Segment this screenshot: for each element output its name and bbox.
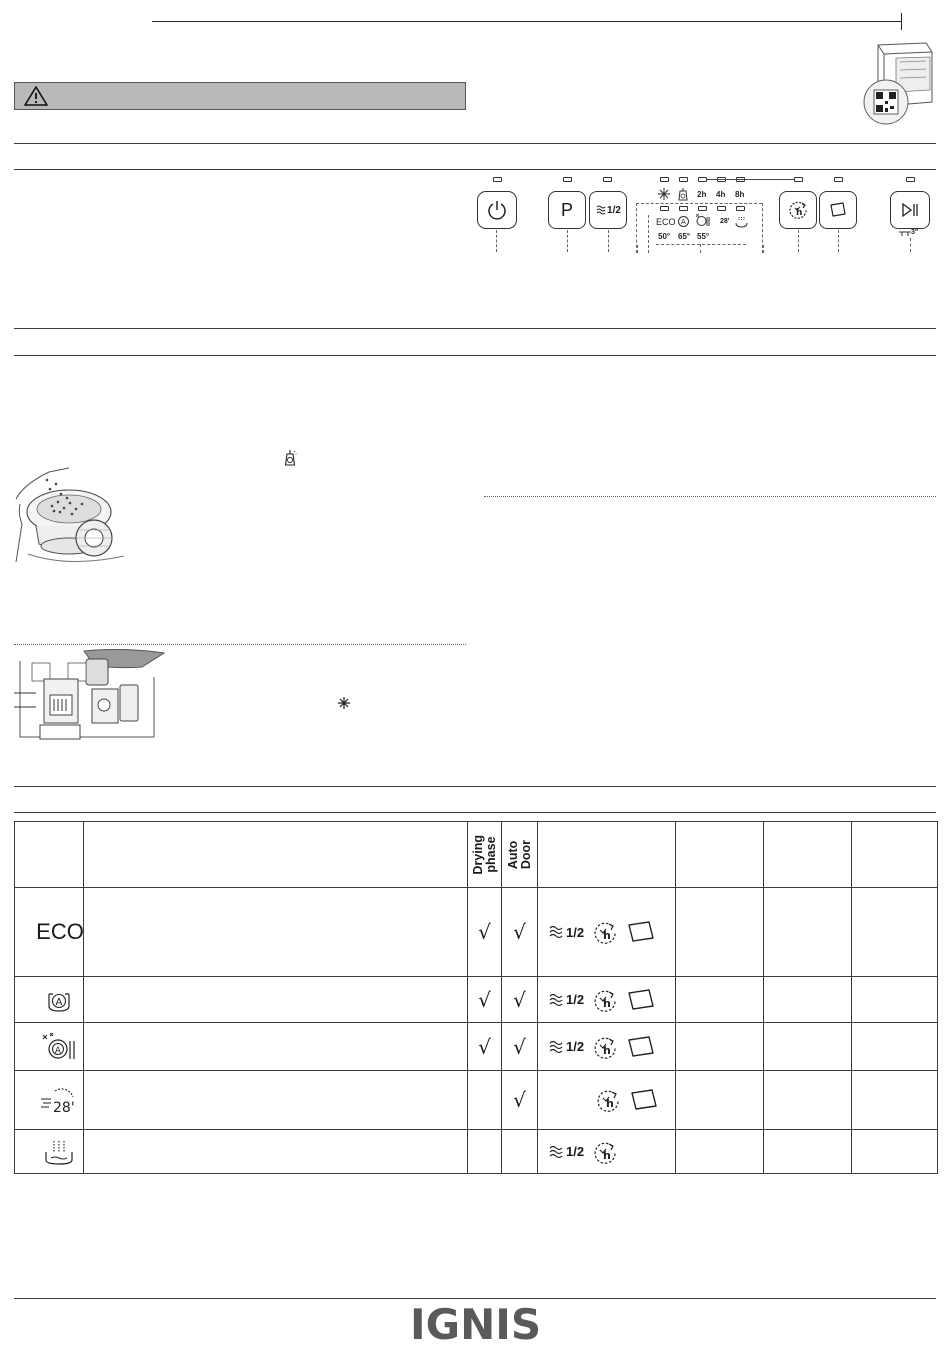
tablet-button[interactable] — [819, 191, 857, 229]
table-row — [15, 888, 938, 977]
header-col-6 — [676, 822, 764, 888]
delay-icon — [592, 919, 618, 945]
header-description-cell — [84, 822, 468, 888]
header-options-cell — [538, 822, 676, 888]
header-col-7 — [764, 822, 852, 888]
program-description-cell — [84, 1071, 468, 1130]
table-cell — [676, 1071, 764, 1130]
svg-text:A: A — [55, 996, 63, 1008]
warning-bar — [14, 82, 466, 110]
table-cell — [676, 888, 764, 977]
leader-program — [567, 230, 568, 252]
table-cell — [764, 1071, 852, 1130]
table-row — [15, 1023, 938, 1071]
program-button[interactable] — [548, 191, 586, 229]
program-button-label: P — [560, 199, 573, 220]
hold-time-label: 3" — [911, 229, 919, 236]
led-program — [563, 177, 572, 182]
autodoor-check: √ — [502, 977, 538, 1023]
leader-half-load — [608, 230, 609, 252]
led-tablet — [834, 177, 843, 182]
leader-delay — [798, 230, 799, 252]
svg-text:h: h — [606, 1097, 614, 1110]
table-cell — [852, 888, 938, 977]
program-icon-cell — [15, 888, 84, 977]
panel-quick-label: 28' — [720, 218, 730, 225]
led-auto — [679, 206, 688, 211]
dotted-divider-left — [14, 644, 466, 645]
extra-dry-icon — [337, 696, 351, 710]
quick-28-icon — [39, 1085, 79, 1115]
header-program-cell — [15, 822, 84, 888]
leader-c — [700, 244, 701, 253]
tablet-icon — [626, 920, 656, 944]
half-load-icon — [595, 204, 607, 216]
drying-empty-cell — [468, 1130, 502, 1174]
led-power — [493, 177, 502, 182]
table-cell — [764, 888, 852, 977]
svg-text:h: h — [796, 208, 803, 218]
prewash-small-icon — [735, 215, 748, 228]
hold-indicator-icon — [898, 230, 912, 238]
auto-small-icon — [677, 215, 690, 228]
leader-b — [648, 215, 649, 253]
led-connector — [706, 179, 794, 180]
svg-text:A: A — [681, 218, 686, 226]
auto-intensive-small-icon — [695, 213, 711, 228]
temp-65-label: 65° — [678, 232, 691, 241]
table-row — [15, 1071, 938, 1130]
leader-power — [496, 230, 497, 252]
leader-tablet — [838, 230, 839, 252]
start-pause-button[interactable] — [890, 191, 930, 229]
program-bracket-top — [636, 203, 762, 204]
half-load-option: 1/2 — [548, 992, 584, 1008]
half-load-icon — [548, 1039, 566, 1055]
delay-4h-label: 4h — [716, 190, 726, 199]
header-rule — [152, 21, 902, 22]
table-row — [15, 977, 938, 1023]
temp-55-label: 55° — [697, 232, 710, 241]
dotted-divider-right — [484, 496, 936, 497]
delay-8h-label: 8h — [735, 190, 745, 199]
program-description-cell — [84, 977, 468, 1023]
half-load-icon — [548, 1144, 566, 1160]
table-cell — [764, 977, 852, 1023]
half-load-icon — [548, 924, 566, 940]
play-pause-icon — [900, 202, 920, 218]
table-cell — [676, 1130, 764, 1174]
led-half-load — [603, 177, 612, 182]
section-rule-3a — [14, 786, 936, 787]
rinse-aid-small-icon — [677, 186, 689, 202]
delay-icon — [592, 1139, 618, 1165]
led-prewash — [736, 206, 745, 211]
section-rule-1a — [14, 143, 936, 144]
table-row — [15, 1130, 938, 1174]
table-cell — [852, 1023, 938, 1071]
led-1 — [660, 177, 669, 182]
led-start — [906, 177, 915, 182]
autodoor-check: √ — [502, 1023, 538, 1071]
options-cell — [538, 1071, 676, 1130]
svg-text:A: A — [55, 1045, 61, 1056]
header-drying: Drying phase — [470, 834, 498, 875]
tablet-icon — [626, 988, 656, 1012]
half-load-button[interactable] — [589, 191, 627, 229]
svg-text:h: h — [603, 929, 611, 942]
options-cell — [538, 888, 676, 977]
delay-icon — [787, 199, 809, 221]
options-cell — [538, 1130, 676, 1174]
warning-icon — [23, 85, 49, 107]
table-cell — [852, 1130, 938, 1174]
half-load-option: 1/2 — [548, 1039, 584, 1055]
extra-dry-small-icon — [657, 187, 671, 201]
header-autodoor-cell — [502, 822, 538, 888]
program-icon-cell — [15, 1023, 84, 1071]
delay-icon — [592, 987, 618, 1013]
header-autodoor: Auto Door — [505, 839, 533, 870]
table-cell — [852, 1071, 938, 1130]
table-cell — [764, 1023, 852, 1071]
program-table — [14, 821, 938, 1174]
half-load-option: 1/2 — [548, 924, 584, 940]
dishwasher-qr-illustration — [856, 40, 936, 130]
drying-check: √ — [468, 977, 502, 1023]
delay-icon — [592, 1034, 618, 1060]
leader-d — [763, 245, 764, 253]
options-cell — [538, 977, 676, 1023]
detergent-dispenser-illustration — [14, 649, 170, 743]
program-description-cell — [84, 1023, 468, 1071]
half-load-label: 1/2 — [607, 204, 621, 216]
autodoor-check: √ — [502, 888, 538, 977]
panel-eco-label: ECO — [656, 217, 676, 227]
svg-text:h: h — [603, 1148, 611, 1162]
brand-logo: IGNIS — [410, 1300, 542, 1349]
drying-empty-cell — [468, 1071, 502, 1130]
led-2 — [679, 177, 688, 182]
tablet-icon — [626, 1035, 656, 1059]
table-header-row — [15, 822, 938, 888]
program-bracket-bottom — [656, 244, 746, 245]
half-load-icon — [548, 992, 566, 1008]
svg-text:28': 28' — [53, 1100, 75, 1115]
table-cell — [676, 1023, 764, 1071]
led-delay — [794, 177, 803, 182]
section-rule-1b — [14, 169, 936, 170]
half-load-option: 1/2 — [548, 1144, 584, 1160]
power-icon — [486, 199, 508, 221]
drying-check: √ — [468, 1023, 502, 1071]
auto-icon — [45, 986, 73, 1014]
auto-intensive-icon — [41, 1032, 77, 1062]
header-col-8 — [852, 822, 938, 888]
section-rule-2a — [14, 328, 936, 329]
leader-a — [637, 245, 638, 253]
autodoor-empty-cell — [502, 1130, 538, 1174]
program-icon-cell — [15, 1071, 84, 1130]
rinse-aid-icon — [283, 449, 297, 467]
tablet-icon — [629, 1088, 659, 1112]
table-cell — [676, 977, 764, 1023]
svg-text:h: h — [603, 996, 611, 1010]
delay-2h-label: 2h — [697, 190, 707, 199]
tablet-icon — [828, 201, 848, 219]
program-icon-cell — [15, 977, 84, 1023]
led-eco — [660, 206, 669, 211]
header-drying-cell — [468, 822, 502, 888]
prewash-icon — [43, 1138, 75, 1166]
drying-check: √ — [468, 888, 502, 977]
temp-50-label: 50° — [658, 232, 671, 241]
salt-filling-illustration — [14, 464, 144, 566]
program-description-cell — [84, 1130, 468, 1174]
table-cell — [764, 1130, 852, 1174]
section-rule-2b — [14, 355, 936, 356]
eco-icon: ECO — [36, 919, 84, 944]
table-cell — [852, 977, 938, 1023]
led-auto-intensive — [698, 206, 707, 211]
power-button[interactable] — [477, 191, 517, 229]
led-quick — [717, 206, 726, 211]
options-cell — [538, 1023, 676, 1071]
footer-rule — [14, 1298, 936, 1299]
program-icon-cell — [15, 1130, 84, 1174]
delay-icon — [595, 1087, 621, 1113]
leader-start — [910, 238, 911, 252]
header-rule-tick — [901, 13, 902, 30]
section-rule-3b — [14, 812, 936, 813]
autodoor-check: √ — [502, 1071, 538, 1130]
delay-button[interactable] — [779, 191, 817, 229]
program-description-cell — [84, 888, 468, 977]
svg-text:h: h — [603, 1043, 611, 1057]
